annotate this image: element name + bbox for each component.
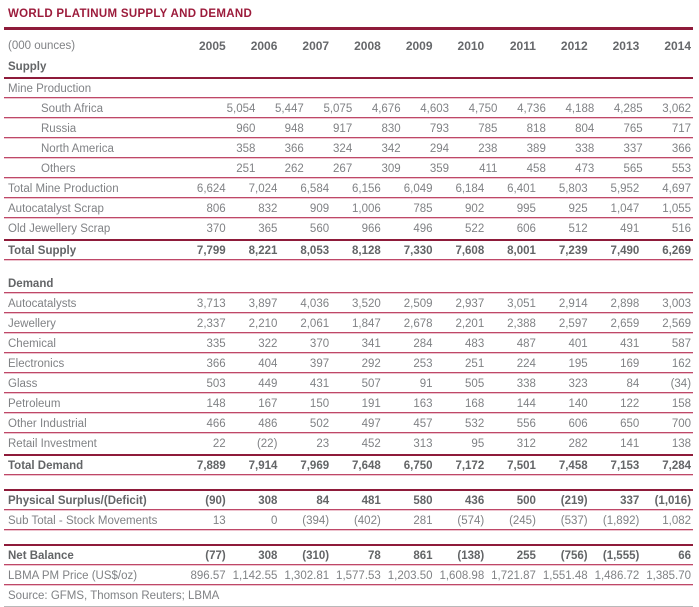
cell-value: 341 bbox=[361, 338, 381, 350]
cell-value: 397 bbox=[309, 358, 330, 370]
cell-value: 487 bbox=[516, 338, 536, 350]
table-row bbox=[4, 239, 693, 261]
cell-value: 324 bbox=[333, 143, 353, 155]
cell-value: 308 bbox=[258, 495, 278, 507]
cell-value: 78 bbox=[368, 550, 381, 562]
cell-value: 366 bbox=[206, 358, 226, 370]
cell-value: 1,721.87 bbox=[491, 570, 536, 582]
cell-value: 449 bbox=[258, 378, 278, 390]
row-label: Sub Total - Stock Movements bbox=[8, 515, 158, 527]
cell-value: 1,608.98 bbox=[439, 570, 485, 582]
cell-value: 3,051 bbox=[507, 298, 536, 310]
cell-value: 2,678 bbox=[403, 318, 433, 330]
cell-value: (310) bbox=[302, 550, 330, 562]
cell-value: 793 bbox=[429, 123, 450, 135]
cell-value: 717 bbox=[671, 123, 692, 135]
cell-value: 6,750 bbox=[403, 460, 433, 472]
cell-value: 7,284 bbox=[662, 460, 692, 472]
cell-value: 3,897 bbox=[248, 298, 278, 310]
cell-value: 1,385.70 bbox=[646, 570, 692, 582]
cell-value: 909 bbox=[309, 203, 330, 215]
cell-value: 13 bbox=[212, 515, 226, 527]
cell-value: 84 bbox=[316, 495, 330, 507]
table-row bbox=[4, 119, 693, 139]
cell-value: 6,269 bbox=[662, 245, 692, 257]
cell-value: 95 bbox=[471, 438, 485, 450]
row-label: Demand bbox=[8, 278, 54, 290]
column-header: 2009 bbox=[405, 38, 433, 53]
column-header: 2010 bbox=[457, 38, 485, 53]
cell-value: 370 bbox=[309, 338, 330, 350]
row-label: Autocatalysts bbox=[8, 298, 77, 310]
cell-value: 2,388 bbox=[507, 318, 536, 330]
cell-value: 1,847 bbox=[352, 318, 381, 330]
cell-value: 4,736 bbox=[517, 103, 546, 115]
cell-value: 491 bbox=[620, 223, 640, 235]
column-header: 2012 bbox=[560, 38, 588, 53]
cell-value: 224 bbox=[516, 358, 536, 370]
cell-value: 587 bbox=[671, 338, 692, 350]
column-header: 2014 bbox=[664, 38, 692, 53]
cell-value: 1,082 bbox=[662, 515, 692, 527]
row-label: Autocatalyst Scrap bbox=[8, 203, 104, 215]
cell-value: 294 bbox=[429, 143, 450, 155]
cell-value: 960 bbox=[236, 123, 256, 135]
cell-value: 370 bbox=[206, 223, 226, 235]
cell-value: (1,555) bbox=[602, 550, 640, 562]
cell-value: 323 bbox=[568, 378, 588, 390]
cell-value: 457 bbox=[413, 418, 433, 430]
cell-value: 23 bbox=[316, 438, 330, 450]
cell-value: 4,188 bbox=[565, 103, 595, 115]
page-title: WORLD PLATINUM SUPPLY AND DEMAND bbox=[8, 8, 253, 20]
cell-value: 7,914 bbox=[248, 460, 278, 472]
cell-value: 122 bbox=[620, 398, 640, 410]
row-label: Physical Surplus/(Deficit) bbox=[8, 495, 147, 507]
cell-value: 3,003 bbox=[662, 298, 692, 310]
row-label: Petroleum bbox=[8, 398, 61, 410]
cell-value: 1,203.50 bbox=[387, 570, 433, 582]
cell-value: 1,577.53 bbox=[336, 570, 381, 582]
cell-value: 466 bbox=[206, 418, 226, 430]
cell-value: 2,201 bbox=[455, 318, 485, 330]
column-header: 2005 bbox=[199, 38, 226, 53]
cell-value: 2,597 bbox=[558, 318, 588, 330]
cell-value: (90) bbox=[205, 495, 226, 507]
cell-value: 431 bbox=[620, 338, 640, 350]
cell-value: 66 bbox=[678, 550, 692, 562]
cell-value: 2,061 bbox=[300, 318, 330, 330]
cell-value: 7,239 bbox=[558, 245, 588, 257]
cell-value: 785 bbox=[413, 203, 433, 215]
row-label: Chemical bbox=[8, 338, 56, 350]
cell-value: (537) bbox=[560, 515, 588, 527]
cell-value: 502 bbox=[309, 418, 330, 430]
row-label: LBMA PM Price (US$/oz) bbox=[8, 570, 138, 582]
cell-value: 3,062 bbox=[662, 103, 692, 115]
row-label: Glass bbox=[8, 378, 38, 390]
cell-value: 3,520 bbox=[352, 298, 381, 310]
cell-value: 167 bbox=[258, 398, 278, 410]
cell-value: 497 bbox=[361, 418, 381, 430]
cell-value: 818 bbox=[526, 123, 546, 135]
cell-value: 337 bbox=[620, 495, 640, 507]
cell-value: 8,001 bbox=[507, 245, 536, 257]
cell-value: 7,889 bbox=[196, 460, 226, 472]
cell-value: 0 bbox=[271, 515, 278, 527]
cell-value: 8,053 bbox=[300, 245, 330, 257]
cell-value: 7,501 bbox=[507, 460, 536, 472]
cell-value: 281 bbox=[413, 515, 433, 527]
cell-value: 168 bbox=[465, 398, 485, 410]
cell-value: 5,054 bbox=[226, 103, 256, 115]
cell-value: 1,302.81 bbox=[284, 570, 330, 582]
cell-value: 4,285 bbox=[613, 103, 643, 115]
cell-value: 2,914 bbox=[558, 298, 588, 310]
cell-value: 267 bbox=[333, 163, 353, 175]
cell-value: 335 bbox=[206, 338, 226, 350]
row-label: Old Jewellery Scrap bbox=[8, 223, 111, 235]
table-row bbox=[4, 414, 693, 434]
section-gap bbox=[4, 261, 693, 274]
cell-value: 6,584 bbox=[300, 183, 330, 195]
cell-value: (138) bbox=[457, 550, 485, 562]
cell-value: 532 bbox=[465, 418, 485, 430]
column-header-row bbox=[4, 34, 693, 57]
cell-value: 140 bbox=[568, 398, 588, 410]
cell-value: 262 bbox=[284, 163, 304, 175]
table-row bbox=[4, 394, 693, 414]
cell-value: 1,551.48 bbox=[542, 570, 588, 582]
cell-value: 411 bbox=[479, 163, 498, 175]
table-row bbox=[4, 99, 693, 119]
cell-value: 700 bbox=[671, 418, 692, 430]
row-label: Total Demand bbox=[8, 460, 84, 472]
cell-value: 565 bbox=[623, 163, 643, 175]
cell-value: 338 bbox=[575, 143, 595, 155]
table-row bbox=[4, 314, 693, 334]
column-header: 2013 bbox=[612, 38, 640, 53]
table-row bbox=[4, 139, 693, 159]
cell-value: 861 bbox=[413, 550, 433, 562]
column-header: 2011 bbox=[509, 38, 536, 53]
cell-value: 7,648 bbox=[352, 460, 381, 472]
cell-value: 902 bbox=[465, 203, 485, 215]
cell-value: 966 bbox=[361, 223, 381, 235]
column-header: 2007 bbox=[302, 38, 330, 53]
cell-value: 284 bbox=[413, 338, 433, 350]
cell-value: 84 bbox=[626, 378, 640, 390]
cell-value: 458 bbox=[526, 163, 546, 175]
cell-value: 2,659 bbox=[610, 318, 640, 330]
cell-value: 251 bbox=[465, 358, 485, 370]
row-label: Electronics bbox=[8, 358, 65, 370]
cell-value: (77) bbox=[205, 550, 226, 562]
cell-value: 804 bbox=[575, 123, 595, 135]
cell-value: 148 bbox=[206, 398, 226, 410]
table-row bbox=[4, 434, 693, 454]
cell-value: (1,892) bbox=[602, 515, 640, 527]
cell-value: 337 bbox=[623, 143, 643, 155]
cell-value: 2,509 bbox=[403, 298, 433, 310]
cell-value: (34) bbox=[670, 378, 692, 390]
table-row bbox=[4, 274, 693, 294]
cell-value: 483 bbox=[465, 338, 485, 350]
cell-value: 765 bbox=[623, 123, 643, 135]
row-label: Others bbox=[41, 163, 76, 175]
cell-value: 141 bbox=[620, 438, 640, 450]
row-label: Total Mine Production bbox=[8, 183, 119, 195]
cell-value: 7,024 bbox=[248, 183, 278, 195]
cell-value: 5,803 bbox=[558, 183, 588, 195]
cell-value: 1,142.55 bbox=[232, 570, 278, 582]
row-label: Other Industrial bbox=[8, 418, 87, 430]
table-row bbox=[4, 199, 693, 219]
row-label: Supply bbox=[8, 61, 47, 73]
cell-value: 253 bbox=[413, 358, 433, 370]
cell-value: 366 bbox=[284, 143, 304, 155]
cell-value: 366 bbox=[671, 143, 692, 155]
unit-label: (000 ounces) bbox=[8, 39, 76, 52]
cell-value: 473 bbox=[575, 163, 595, 175]
cell-value: 6,401 bbox=[507, 183, 536, 195]
cell-value: (574) bbox=[457, 515, 485, 527]
table-row bbox=[4, 544, 693, 566]
cell-value: 8,128 bbox=[352, 245, 381, 257]
row-label: North America bbox=[41, 143, 114, 155]
table-row bbox=[4, 79, 693, 99]
cell-value: 6,049 bbox=[403, 183, 433, 195]
cell-value: 7,490 bbox=[610, 245, 640, 257]
cell-value: 158 bbox=[671, 398, 692, 410]
cell-value: 556 bbox=[516, 418, 536, 430]
cell-value: 6,624 bbox=[196, 183, 226, 195]
row-label: Net Balance bbox=[8, 550, 74, 562]
row-label: Retail Investment bbox=[8, 438, 97, 450]
cell-value: 606 bbox=[568, 418, 588, 430]
table-row bbox=[4, 294, 693, 314]
row-label: Mine Production bbox=[8, 83, 92, 95]
row-label: Russia bbox=[41, 123, 77, 135]
cell-value: 6,184 bbox=[455, 183, 485, 195]
cell-value: (245) bbox=[509, 515, 536, 527]
cell-value: 995 bbox=[516, 203, 536, 215]
cell-value: 7,172 bbox=[455, 460, 485, 472]
table-row bbox=[4, 57, 693, 79]
table-row bbox=[4, 159, 693, 179]
cell-value: 169 bbox=[620, 358, 640, 370]
table-row bbox=[4, 454, 693, 476]
cell-value: 251 bbox=[236, 163, 256, 175]
cell-value: 7,153 bbox=[610, 460, 640, 472]
cell-value: 144 bbox=[516, 398, 536, 410]
cell-value: 5,075 bbox=[323, 103, 353, 115]
cell-value: 4,036 bbox=[300, 298, 330, 310]
cell-value: 238 bbox=[478, 143, 498, 155]
cell-value: 2,337 bbox=[196, 318, 226, 330]
cell-value: 925 bbox=[568, 203, 588, 215]
cell-value: 481 bbox=[361, 495, 381, 507]
table-row bbox=[4, 334, 693, 354]
cell-value: 785 bbox=[478, 123, 498, 135]
table-row bbox=[4, 566, 693, 586]
cell-value: 896.57 bbox=[190, 570, 226, 582]
cell-value: 505 bbox=[465, 378, 485, 390]
cell-value: 3,713 bbox=[196, 298, 226, 310]
table-row bbox=[4, 511, 693, 531]
cell-value: 948 bbox=[284, 123, 304, 135]
cell-value: (402) bbox=[353, 515, 381, 527]
cell-value: 322 bbox=[258, 338, 278, 350]
cell-value: 516 bbox=[671, 223, 692, 235]
title-rule bbox=[4, 27, 693, 30]
cell-value: 358 bbox=[236, 143, 256, 155]
cell-value: 580 bbox=[413, 495, 433, 507]
cell-value: 560 bbox=[309, 223, 330, 235]
cell-value: 312 bbox=[516, 438, 536, 450]
cell-value: 7,969 bbox=[300, 460, 330, 472]
cell-value: 806 bbox=[206, 203, 226, 215]
cell-value: 452 bbox=[361, 438, 381, 450]
cell-value: 6,156 bbox=[352, 183, 381, 195]
cell-value: 1,486.72 bbox=[594, 570, 640, 582]
cell-value: 138 bbox=[671, 438, 692, 450]
table-row bbox=[4, 374, 693, 394]
cell-value: 486 bbox=[258, 418, 278, 430]
cell-value: 650 bbox=[620, 418, 640, 430]
cell-value: 365 bbox=[258, 223, 278, 235]
cell-value: 22 bbox=[212, 438, 226, 450]
cell-value: 255 bbox=[516, 550, 536, 562]
cell-value: 2,937 bbox=[455, 298, 485, 310]
cell-value: 606 bbox=[516, 223, 536, 235]
row-label: Jewellery bbox=[8, 318, 56, 330]
cell-value: 150 bbox=[309, 398, 330, 410]
cell-value: 2,210 bbox=[248, 318, 278, 330]
cell-value: 2,898 bbox=[610, 298, 640, 310]
cell-value: 91 bbox=[419, 378, 433, 390]
cell-value: 5,952 bbox=[610, 183, 640, 195]
cell-value: 830 bbox=[381, 123, 401, 135]
cell-value: 163 bbox=[413, 398, 433, 410]
cell-value: 191 bbox=[361, 398, 381, 410]
cell-value: 4,697 bbox=[662, 183, 692, 195]
cell-value: 503 bbox=[206, 378, 226, 390]
cell-value: 512 bbox=[568, 223, 588, 235]
cell-value: 308 bbox=[258, 550, 278, 562]
cell-value: (394) bbox=[302, 515, 330, 527]
cell-value: 313 bbox=[413, 438, 433, 450]
row-label: Total Supply bbox=[8, 245, 77, 257]
cell-value: 342 bbox=[381, 143, 401, 155]
cell-value: 8,221 bbox=[248, 245, 278, 257]
cell-value: 7,799 bbox=[196, 245, 226, 257]
cell-value: 359 bbox=[429, 163, 450, 175]
cell-value: 1,006 bbox=[352, 203, 381, 215]
cell-value: 431 bbox=[309, 378, 330, 390]
cell-value: 4,603 bbox=[420, 103, 450, 115]
column-header: 2006 bbox=[250, 38, 278, 53]
cell-value: 282 bbox=[568, 438, 588, 450]
cell-value: 1,047 bbox=[610, 203, 640, 215]
cell-value: 2,569 bbox=[662, 318, 692, 330]
cell-value: 7,458 bbox=[558, 460, 588, 472]
cell-value: 917 bbox=[333, 123, 353, 135]
cell-value: 292 bbox=[361, 358, 381, 370]
cell-value: 1,055 bbox=[662, 203, 692, 215]
column-header: 2008 bbox=[354, 38, 381, 53]
cell-value: 4,750 bbox=[468, 103, 498, 115]
cell-value: 500 bbox=[516, 495, 536, 507]
cell-value: (219) bbox=[560, 495, 588, 507]
section-gap bbox=[4, 476, 693, 489]
section-gap bbox=[4, 531, 693, 544]
cell-value: 162 bbox=[671, 358, 692, 370]
cell-value: 4,676 bbox=[371, 103, 401, 115]
cell-value: 5,447 bbox=[275, 103, 304, 115]
cell-value: 436 bbox=[465, 495, 485, 507]
cell-value: 7,330 bbox=[403, 245, 433, 257]
cell-value: 522 bbox=[465, 223, 485, 235]
cell-value: (1,016) bbox=[654, 495, 692, 507]
cell-value: 7,608 bbox=[455, 245, 485, 257]
cell-value: 832 bbox=[258, 203, 278, 215]
source-note: Source: GFMS, Thomson Reuters; LBMA bbox=[4, 586, 693, 607]
cell-value: (22) bbox=[256, 438, 278, 450]
table-row bbox=[4, 179, 693, 199]
cell-value: (756) bbox=[560, 550, 588, 562]
cell-value: 553 bbox=[671, 163, 692, 175]
cell-value: 309 bbox=[381, 163, 401, 175]
table-row bbox=[4, 354, 693, 374]
cell-value: 389 bbox=[526, 143, 546, 155]
table-row bbox=[4, 489, 693, 511]
cell-value: 338 bbox=[516, 378, 536, 390]
cell-value: 404 bbox=[258, 358, 278, 370]
cell-value: 195 bbox=[568, 358, 588, 370]
cell-value: 496 bbox=[413, 223, 433, 235]
cell-value: 401 bbox=[568, 338, 588, 350]
row-label: South Africa bbox=[41, 103, 104, 115]
table-body bbox=[4, 57, 693, 586]
cell-value: 507 bbox=[361, 378, 381, 390]
table-row bbox=[4, 219, 693, 239]
